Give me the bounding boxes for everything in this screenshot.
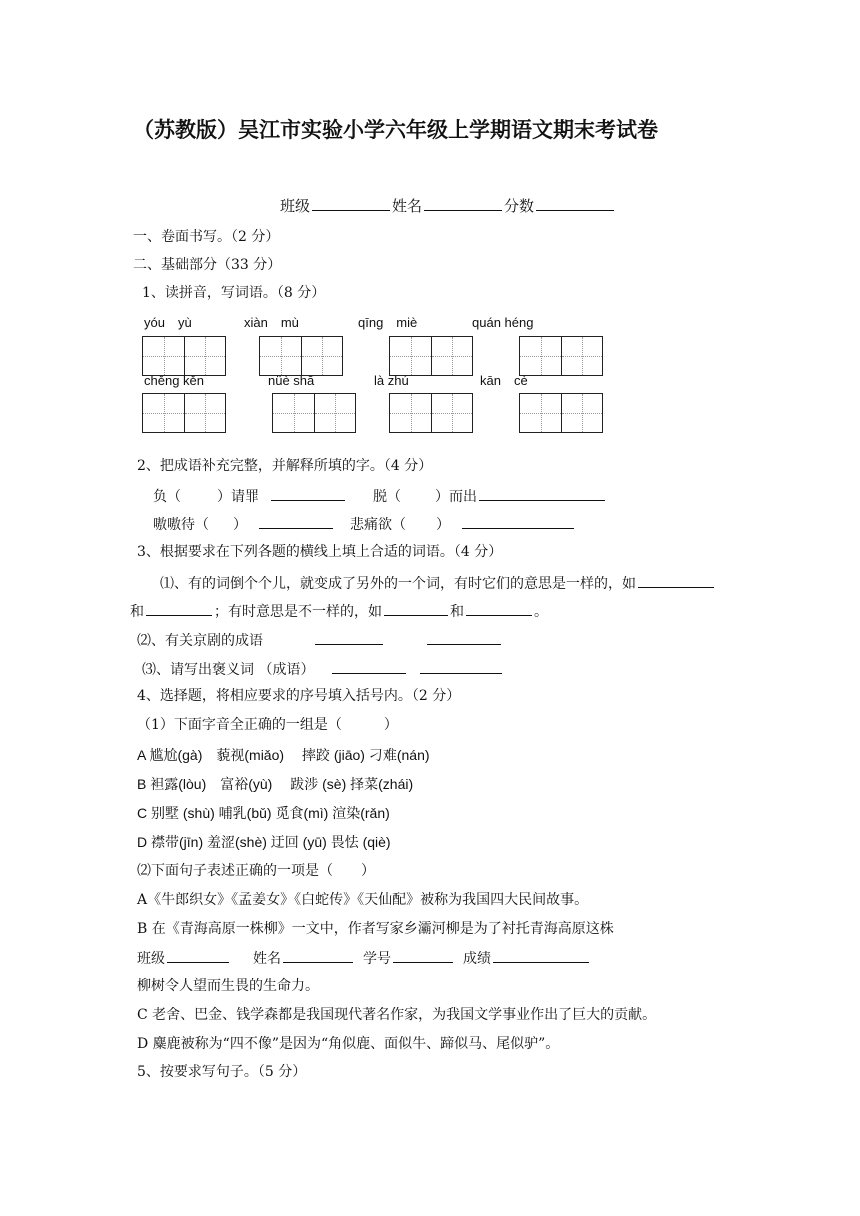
answer-blank[interactable] xyxy=(315,630,383,645)
option-B-sentence-cont: 柳树令人望而生畏的生命力。 xyxy=(137,978,319,994)
section-1-heading: 一、卷面书写。（2 分） xyxy=(133,229,280,245)
student-info-line: 班级 姓名 分数 xyxy=(280,196,616,215)
idiom-item: 负（ ）请罪 xyxy=(153,486,347,506)
option-B-sentence: B 在《青海高原一株柳》一文中，作者写家乡灞河柳是为了衬托青海高原这株 xyxy=(137,921,614,937)
pinyin-label: yóu yù xyxy=(144,315,192,330)
idiom-item: 悲痛欲（ ） xyxy=(350,514,576,534)
writing-grid[interactable] xyxy=(142,393,226,433)
writing-grid[interactable] xyxy=(272,393,356,433)
option-D-pinyin: D 襟带(jīn) 羞涩(shè) 迂回 (yū) 畏怯 (qiè) xyxy=(137,834,391,850)
q3-sub-1: ⑴、有的词倒个个儿，就变成了另外的一个词，有时它们的意思是一样的，如 xyxy=(160,573,716,593)
writing-grid[interactable] xyxy=(142,336,226,376)
option-A-sentence: A《牛郎织女》《孟姜女》《白蛇传》《天仙配》被称为我国四大民间故事。 xyxy=(137,892,589,908)
question-5-title: 5、按要求写句子。（5 分） xyxy=(137,1064,307,1080)
writing-grid[interactable] xyxy=(519,336,603,376)
answer-blank[interactable] xyxy=(638,573,714,588)
answer-blank[interactable] xyxy=(146,601,212,616)
idiom-item: 嗷嗷待（ ） xyxy=(153,514,335,534)
pinyin-label: xiàn mù xyxy=(244,315,299,330)
answer-blank[interactable] xyxy=(420,659,502,674)
section-2-heading: 二、基础部分（33 分） xyxy=(133,257,282,273)
writing-grid[interactable] xyxy=(519,393,603,433)
pinyin-label: kān cè xyxy=(480,373,528,388)
writing-grid[interactable] xyxy=(389,336,473,376)
pinyin-label: là zhú xyxy=(374,373,409,388)
question-3-title: 3、根据要求在下列各题的横线上填上合适的词语。（4 分） xyxy=(137,544,503,560)
question-4-title: 4、选择题，将相应要求的序号填入括号内。（2 分） xyxy=(137,688,461,704)
pinyin-label: qīng miè xyxy=(358,315,418,330)
page-title: （苏教版）吴江市实验小学六年级上学期语文期末考试卷 xyxy=(133,118,658,142)
pinyin-label: chěng kěn xyxy=(144,373,204,388)
option-C-sentence: C 老舍、巴金、钱学森都是我国现代著名作家，为我国文学事业作出了巨大的贡献。 xyxy=(137,1007,657,1023)
writing-grid[interactable] xyxy=(259,336,343,376)
question-1-title: 1、读拼音，写词语。（8 分） xyxy=(142,285,326,301)
stray-info-line: 班级 姓名 学号 成绩 xyxy=(137,948,591,968)
option-A-pinyin: A 尴尬(gà) 藐视(miǎo) 摔跤 (jiāo) 刁难(nán) xyxy=(137,747,430,764)
option-B-pinyin: B 袒露(lòu) 富裕(yù) 跋涉 (sè) 择菜(zhái) xyxy=(137,776,414,792)
q3-sub-3: ⑶、请写出褒义词 （成语） xyxy=(142,659,504,679)
question-2-title: 2、把成语补充完整，并解释所填的字。（4 分） xyxy=(137,458,433,474)
pinyin-label: nüè shā xyxy=(268,373,315,388)
option-C-pinyin: C 别墅 (shù) 哺乳(bǔ) 觅食(mì) 渲染(rǎn) xyxy=(137,805,390,821)
q3-sub-1-cont: 和 ；有时意思是不一样的，如 和 。 xyxy=(130,601,548,621)
writing-grid[interactable] xyxy=(389,393,473,433)
answer-blank[interactable] xyxy=(479,486,605,501)
answer-blank[interactable] xyxy=(271,486,345,501)
answer-blank[interactable] xyxy=(462,514,574,529)
idiom-item: 脱（ ）而出 xyxy=(373,486,607,506)
pinyin-label: quán héng xyxy=(472,315,534,330)
answer-blank[interactable] xyxy=(427,630,501,645)
q3-sub-2: ⑵、有关京剧的成语 xyxy=(137,630,503,650)
q4-part-2: ⑵下面句子表述正确的一项是（ ） xyxy=(137,863,375,879)
answer-blank[interactable] xyxy=(259,514,333,529)
answer-blank[interactable] xyxy=(466,601,532,616)
answer-blank[interactable] xyxy=(384,601,448,616)
q4-part-1: （1）下面字音全正确的一组是（ ） xyxy=(137,717,398,733)
answer-blank[interactable] xyxy=(332,659,406,674)
option-D-sentence: D 麋鹿被称为“四不像”是因为“角似鹿、面似牛、蹄似马、尾似驴”。 xyxy=(137,1036,560,1052)
